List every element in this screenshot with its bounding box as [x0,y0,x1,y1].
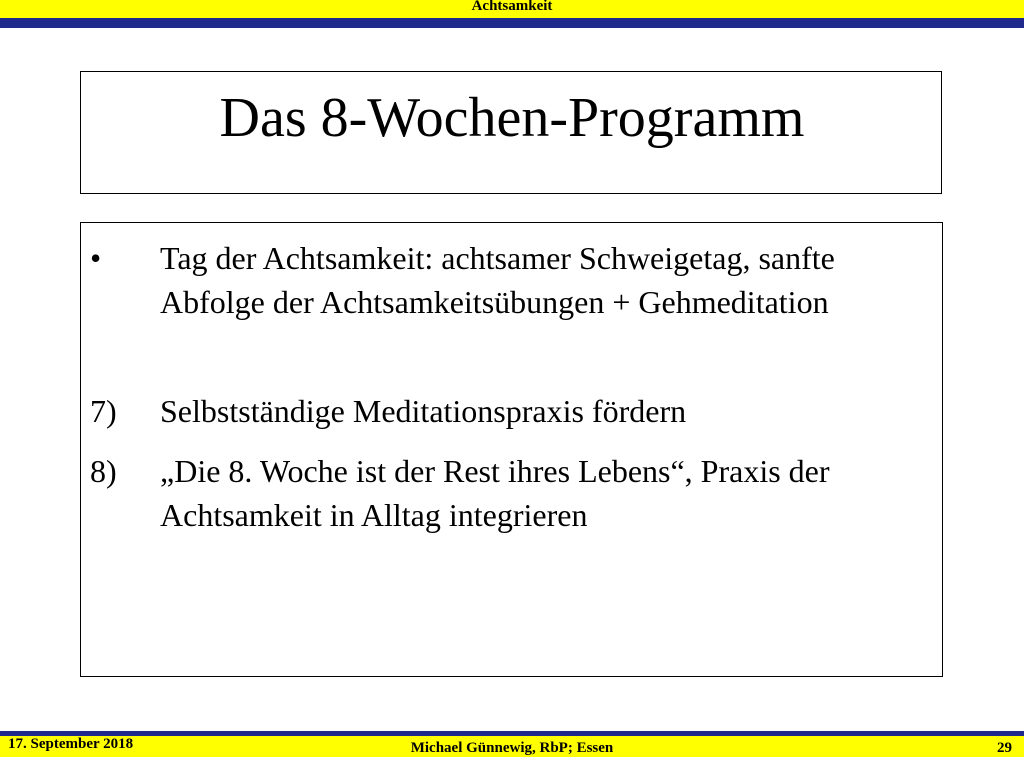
list-item-text: „Die 8. Woche ist der Rest ihres Lebens“, Praxis der Achtsamkeit in Alltag integrieren [160,453,830,533]
number-marker: 8) [90,453,117,489]
slide-title: Das 8-Wochen-Programm [219,87,805,149]
header-title: Achtsamkeit [471,0,553,14]
list-item-text: Tag der Achtsamkeit: achtsamer Schweigetag, sanfte Abfolge der Achtsamkeitsübungen + Gehmeditation [160,240,835,320]
list-item-text: Selbstständige Meditationspraxis fördern [160,393,687,429]
page-number: 29 [997,740,1012,756]
footer-date: 17. September 2018 [8,736,134,752]
header-stripe [0,18,1024,28]
number-marker: 7) [90,393,117,429]
footer-author: Michael Günnewig, RbP; Essen [410,740,614,756]
bullet-marker: • [90,240,102,276]
